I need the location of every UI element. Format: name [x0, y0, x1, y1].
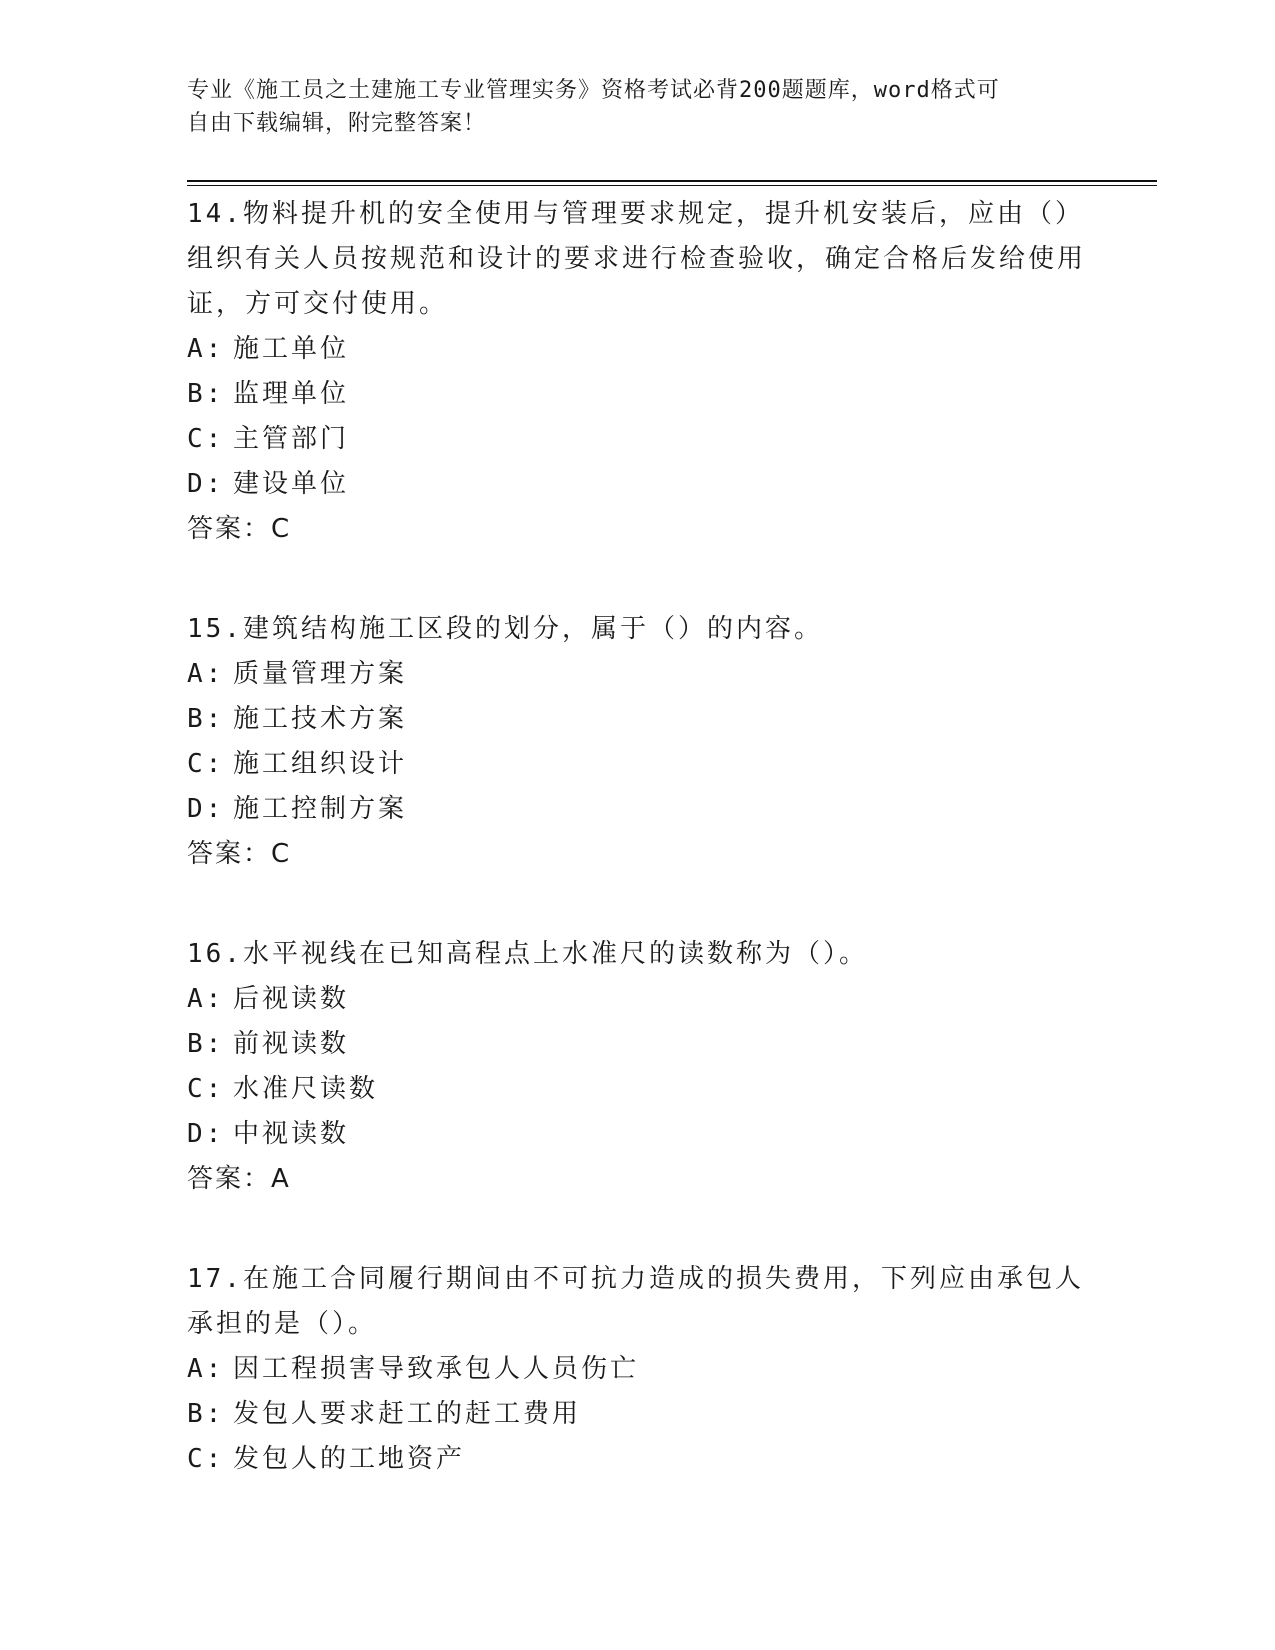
header-line-1: 专业《施工员之土建施工专业管理实务》资格考试必背200题题库，word格式可: [187, 78, 1000, 103]
option-text: 主管部门: [233, 424, 350, 454]
option-a: [187, 1347, 1157, 1392]
question-stem: 16.水平视线在已知高程点上水准尺的读数称为（）。: [187, 939, 868, 969]
option-text: 监理单位: [233, 379, 350, 409]
question-stem: 14.物料提升机的安全使用与管理要求规定，提升机安装后，应由（）组织有关人员按规范和设计的要求进行检查验收，确定合格后发给使用证，方可交付使用。: [187, 199, 1087, 319]
answer-line: 答案：C: [187, 839, 292, 869]
option-text: 发包人的工地资产: [233, 1444, 466, 1474]
option-label: B:: [187, 379, 225, 409]
option-d: [187, 1112, 1157, 1157]
option-label: A:: [187, 1354, 225, 1384]
option-label: C:: [187, 749, 225, 779]
answer-line: 答案：A: [187, 1164, 291, 1194]
option-label: C:: [187, 1074, 225, 1104]
option-label: B:: [187, 704, 225, 734]
document-header: [187, 74, 1067, 140]
option-d: [187, 787, 1157, 832]
option-b: [187, 1392, 1157, 1437]
option-label: A:: [187, 659, 225, 689]
option-text: 施工组织设计: [233, 749, 408, 779]
option-text: 中视读数: [233, 1119, 350, 1149]
option-text: 前视读数: [233, 1029, 350, 1059]
option-label: D:: [187, 794, 225, 824]
question-stem: 17.在施工合同履行期间由不可抗力造成的损失费用，下列应由承包人承担的是（）。: [187, 1264, 1084, 1339]
option-label: B:: [187, 1399, 225, 1429]
option-text: 施工控制方案: [233, 794, 408, 824]
option-c: [187, 1067, 1157, 1112]
option-label: D:: [187, 1119, 225, 1149]
option-text: 建设单位: [233, 469, 350, 499]
question-17: [187, 1257, 1157, 1482]
option-label: B:: [187, 1029, 225, 1059]
option-c: [187, 742, 1157, 787]
option-label: A:: [187, 984, 225, 1014]
option-a: [187, 652, 1157, 697]
option-label: A:: [187, 334, 225, 364]
option-label: D:: [187, 469, 225, 499]
option-text: 发包人要求赶工的赶工费用: [233, 1399, 582, 1429]
question-14: [187, 192, 1157, 552]
option-text: 质量管理方案: [233, 659, 408, 689]
option-text: 施工技术方案: [233, 704, 408, 734]
question-15: [187, 607, 1157, 877]
question-stem: 15.建筑结构施工区段的划分，属于（）的内容。: [187, 614, 823, 644]
option-text: 施工单位: [233, 334, 350, 364]
option-b: [187, 372, 1157, 417]
header-line-2: 自由下载编辑，附完整答案！: [187, 111, 487, 136]
option-c: [187, 417, 1157, 462]
option-text: 水准尺读数: [233, 1074, 379, 1104]
option-b: [187, 697, 1157, 742]
option-label: C:: [187, 424, 225, 454]
option-a: [187, 327, 1157, 372]
option-b: [187, 1022, 1157, 1067]
option-c: [187, 1437, 1157, 1482]
option-text: 因工程损害导致承包人人员伤亡: [233, 1354, 640, 1384]
option-label: C:: [187, 1444, 225, 1474]
question-list: [187, 192, 1157, 1537]
answer-line: 答案：C: [187, 514, 292, 544]
option-text: 后视读数: [233, 984, 350, 1014]
option-d: [187, 462, 1157, 507]
option-a: [187, 977, 1157, 1022]
question-16: [187, 932, 1157, 1202]
header-divider: [187, 180, 1157, 186]
